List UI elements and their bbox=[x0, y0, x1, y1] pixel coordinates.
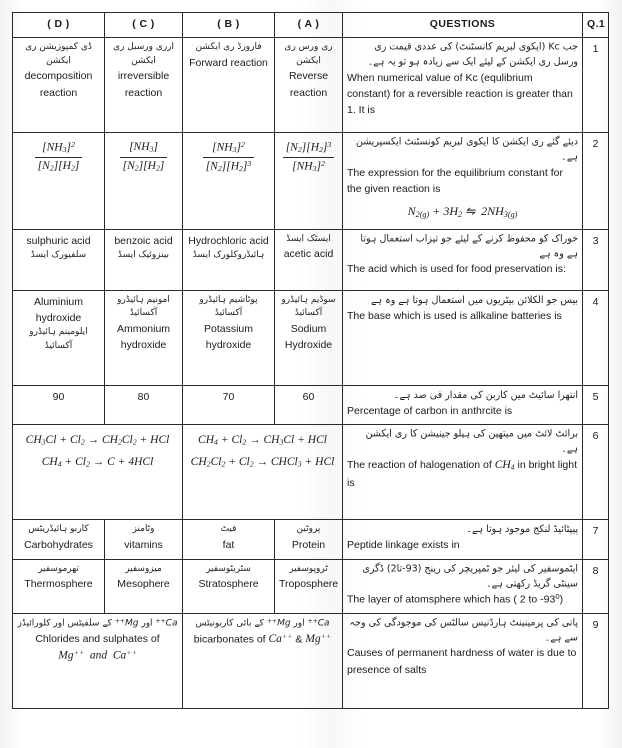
table-row bbox=[13, 290, 609, 385]
option-a-cell[interactable] bbox=[275, 133, 343, 229]
option-d-fraction bbox=[35, 140, 83, 174]
option-a-urdu: ری ورس ری ایکشن bbox=[284, 42, 333, 66]
question-urdu: پانی کی پرمینینٹ ہارڈنیس سالٹس کی موجودگی کی وجہ سے ہے۔ bbox=[349, 617, 578, 644]
option-d-urdu: سلفیورک ایسڈ bbox=[30, 249, 87, 260]
question-urdu: برائٹ لائٹ میں میتھین کی ہیلو جینیشن کا ری ایکشن ہے۔ bbox=[365, 428, 578, 456]
option-a-urdu: ایسٹک ایسڈ bbox=[286, 233, 331, 244]
question-cell bbox=[343, 38, 583, 133]
option-ba-line2: $CH_2Cl_2 + Cl_2$ → CHCl$_3$ + HCl bbox=[190, 456, 335, 469]
option-b-denominator: $[N_2][H_2]^3$ bbox=[205, 159, 252, 174]
question-cell bbox=[343, 613, 583, 708]
option-b-numerator: $[NH_3]^2$ bbox=[203, 140, 255, 158]
question-english bbox=[347, 591, 578, 608]
option-b-cell[interactable] bbox=[183, 385, 275, 425]
option-b-cell[interactable] bbox=[183, 290, 275, 385]
question-cell bbox=[343, 229, 583, 290]
option-d-cell[interactable] bbox=[13, 133, 105, 229]
option-b-urdu: ہائیڈروکلورک ایسڈ bbox=[192, 249, 265, 260]
option-a-cell[interactable] bbox=[275, 290, 343, 385]
question-cell bbox=[343, 385, 583, 425]
table-row bbox=[13, 385, 609, 425]
question-english: Peptide linkage exists in bbox=[347, 539, 460, 552]
question-number: 3 bbox=[583, 229, 609, 290]
option-c-english: irreversible reaction bbox=[117, 70, 170, 99]
option-d-cell[interactable] bbox=[13, 229, 105, 290]
option-c-english: 80 bbox=[137, 390, 150, 403]
option-b-english: Forward reaction bbox=[189, 56, 268, 69]
question-number: 6 bbox=[583, 425, 609, 520]
option-d-english: 90 bbox=[52, 390, 65, 403]
option-d-urdu: تھرموسفیر bbox=[38, 563, 79, 574]
question-number: 5 bbox=[583, 385, 609, 425]
question-urdu: انتھرا سائیٹ میں کاربن کی مقدار فی صد ہے۔ bbox=[393, 389, 578, 402]
option-d-urdu: کاربو ہائیڈریٹس bbox=[28, 524, 89, 535]
option-c-cell[interactable] bbox=[105, 133, 183, 229]
column-header-b: ( B ) bbox=[183, 13, 275, 38]
option-dc-english-line2: Mg++ and Ca++ bbox=[58, 648, 137, 662]
table-row bbox=[13, 520, 609, 560]
table-header bbox=[13, 13, 609, 38]
option-a-cell[interactable] bbox=[275, 38, 343, 133]
option-ba-merged-cell[interactable] bbox=[183, 613, 343, 708]
option-b-cell[interactable] bbox=[183, 229, 275, 290]
option-d-cell[interactable] bbox=[13, 520, 105, 560]
option-a-numerator: $[N_2][H_2]^3$ bbox=[283, 140, 335, 158]
option-d-cell[interactable] bbox=[13, 559, 105, 613]
question-english bbox=[347, 457, 578, 491]
option-c-cell[interactable] bbox=[105, 38, 183, 133]
option-dc-line1: $CH_3Cl + Cl_2 \to CH_2Cl_2$ + HCl bbox=[25, 434, 170, 447]
option-a-cell[interactable] bbox=[275, 229, 343, 290]
option-c-urdu: ارری ورسبل ری ایکشن bbox=[112, 42, 175, 66]
option-c-denominator: $[N_2][H_2]$ bbox=[122, 159, 165, 173]
question-cell bbox=[343, 425, 583, 520]
option-dc-merged-cell[interactable] bbox=[13, 613, 183, 708]
question-cell bbox=[343, 559, 583, 613]
option-d-english: sulphuric acid bbox=[26, 234, 91, 247]
option-a-english: Sodium Hydroxide bbox=[284, 322, 333, 351]
option-a-english: 60 bbox=[302, 390, 315, 403]
option-ba-english: bicarbonates of Ca++ & Mg++ bbox=[193, 631, 332, 646]
option-b-urdu: فیٹ bbox=[220, 524, 237, 535]
option-d-english: Aluminium hydroxide bbox=[33, 295, 83, 324]
option-d-urdu: ایلومینم ہائیڈرو آکسائیڈ bbox=[29, 327, 88, 351]
option-c-cell[interactable] bbox=[105, 229, 183, 290]
option-b-cell[interactable] bbox=[183, 559, 275, 613]
option-c-english: vitamins bbox=[124, 538, 163, 551]
question-number: 9 bbox=[583, 613, 609, 708]
question-urdu: بیس جو الکلائن بیٹریوں میں استعمال ہوتا ہے وہ ہے bbox=[370, 294, 578, 307]
table-row bbox=[13, 425, 609, 520]
option-c-fraction bbox=[120, 140, 168, 174]
option-a-urdu: پروٹین bbox=[296, 524, 321, 535]
table-row bbox=[13, 559, 609, 613]
option-a-english: Troposphere bbox=[279, 578, 339, 591]
option-a-english: Protein bbox=[291, 538, 326, 551]
option-b-cell[interactable] bbox=[183, 520, 275, 560]
question-english-part2: ) bbox=[559, 593, 564, 606]
option-a-urdu: سوڈیم ہائیڈرو آکسائیڈ bbox=[281, 294, 336, 319]
question-urdu: دیئے گئے ری ایکشن کا ایکوی لبریم کونسٹنٹ ایکسپریشن ہے۔ bbox=[355, 136, 578, 164]
question-number: 4 bbox=[583, 290, 609, 385]
table-row bbox=[13, 229, 609, 290]
question-number: 8 bbox=[583, 559, 609, 613]
question-english: Percentage of carbon in anthrcite is bbox=[347, 404, 513, 417]
table-row bbox=[13, 613, 609, 708]
option-d-english: decomposition reaction bbox=[24, 70, 93, 99]
option-c-urdu: بینزوئیک ایسڈ bbox=[117, 249, 170, 260]
option-d-cell[interactable] bbox=[13, 38, 105, 133]
option-b-english: Hydrochloric acid bbox=[188, 234, 269, 247]
option-b-cell[interactable] bbox=[183, 133, 275, 229]
question-cell bbox=[343, 520, 583, 560]
option-c-cell[interactable] bbox=[105, 520, 183, 560]
question-english-formula: $CH_4$ bbox=[494, 458, 515, 472]
option-b-urdu: سٹریٹوسفیر bbox=[206, 563, 251, 574]
table-row bbox=[13, 133, 609, 229]
option-c-cell[interactable] bbox=[105, 559, 183, 613]
option-c-numerator: $[NH_3]$ bbox=[120, 140, 168, 158]
option-c-cell[interactable] bbox=[105, 385, 183, 425]
table-header-row bbox=[13, 13, 609, 38]
question-urdu: ایٹموسفیر کی لیئر جو ٹمپریچر کی رینج (93-تا2) ڈگری سینٹی گریڈ رکھتی ہے۔ bbox=[362, 562, 578, 590]
option-dc-english-line1: Chlorides and sulphates of bbox=[35, 632, 160, 645]
option-c-urdu: امونیم ہائیڈرو آکسائیڈ bbox=[117, 294, 170, 319]
question-equation: $N_{2(g)} + 3H_2$ ⇋ $2NH_{3(g)}$ bbox=[407, 204, 518, 220]
question-english-part1: The reaction of halogenation of bbox=[347, 458, 495, 471]
question-english-degree: 0 bbox=[555, 592, 560, 602]
option-ba-urdu: Ca++ اور Mg++ کے بائی کاربونیٹس bbox=[195, 617, 330, 629]
column-header-qnum: Q.1 bbox=[583, 13, 609, 38]
table-row bbox=[13, 38, 609, 133]
option-c-urdu: میزوسفیر bbox=[125, 563, 162, 574]
question-urdu: پیپٹائیڈ لنکج موجود ہوتا ہے۔ bbox=[466, 523, 578, 536]
option-b-fraction bbox=[203, 140, 255, 175]
column-header-a: ( A ) bbox=[275, 13, 343, 38]
option-a-cell[interactable] bbox=[275, 385, 343, 425]
option-b-urdu: فارورڈ ری ایکشن bbox=[195, 42, 262, 53]
option-a-denominator: $[NH_3]^2$ bbox=[292, 159, 325, 174]
option-a-fraction bbox=[283, 140, 335, 175]
question-cell bbox=[343, 290, 583, 385]
question-english-part2: in bright light is bbox=[347, 458, 578, 489]
option-b-urdu: پوٹاشیم ہائیڈرو آکسائیڈ bbox=[199, 294, 258, 319]
option-ba-line1: $CH_4 + Cl_2 \to CH_3Cl$ + HCl bbox=[198, 434, 327, 447]
option-c-english: benzoic acid bbox=[114, 234, 173, 247]
question-number: 1 bbox=[583, 38, 609, 133]
question-english: Causes of permanent hardness of water is due to presence of salts bbox=[347, 647, 577, 676]
option-d-cell[interactable] bbox=[13, 290, 105, 385]
option-d-cell[interactable] bbox=[13, 385, 105, 425]
mcq-table bbox=[12, 12, 609, 709]
question-urdu: خوراک کو محفوظ کرنے کے لیئے جو تیزاب استعمال ہوتا ہے وہ ہے bbox=[360, 232, 578, 260]
question-number: 7 bbox=[583, 520, 609, 560]
option-a-cell[interactable] bbox=[275, 520, 343, 560]
question-english: The expression for the equilibrium constant for the given reaction is bbox=[347, 166, 563, 196]
option-c-english: Ammonium hydroxide bbox=[116, 322, 171, 351]
option-c-english: Mesophere bbox=[117, 578, 170, 591]
question-english: When numerical value of Kc (equlibrium constant) for a reversible reaction is greater than 1. It is bbox=[347, 71, 573, 117]
option-c-cell[interactable] bbox=[105, 290, 183, 385]
option-ba-merged-cell[interactable] bbox=[183, 425, 343, 520]
option-dc-merged-cell[interactable] bbox=[13, 425, 183, 520]
option-b-cell[interactable] bbox=[183, 38, 275, 133]
question-urdu: جب Kc (ایکوی لبریم کانسٹنٹ) کی عددی قیمت ری ورسل ری ایکشن کے لیئے ایک سے زیادہ ہو تو یہ ہے۔ bbox=[367, 41, 578, 69]
question-english: The base which is used is allkaline batteries is bbox=[347, 309, 562, 322]
option-c-urdu: وٹامنز bbox=[132, 524, 155, 535]
option-d-urdu: ڈی کمپوزیشن ری ایکشن bbox=[25, 42, 92, 66]
option-b-english: Stratosphere bbox=[198, 578, 259, 591]
option-a-english: acetic acid bbox=[283, 248, 334, 261]
option-dc-urdu: Ca++ اور Mg++ کے سلفیٹس اور کلورائیڈز bbox=[17, 617, 178, 629]
option-d-numerator: $[NH_3]^2$ bbox=[35, 140, 83, 158]
question-number: 2 bbox=[583, 133, 609, 229]
column-header-questions: QUESTIONS bbox=[343, 13, 583, 38]
option-dc-line2: $CH_4 + Cl_2 \to C + 4HCl$ bbox=[41, 456, 154, 469]
option-d-denominator: $[N_2][H_2]$ bbox=[37, 160, 80, 173]
option-d-english: Carbohydrates bbox=[24, 538, 93, 551]
column-header-c: ( C ) bbox=[105, 13, 183, 38]
table-body bbox=[13, 38, 609, 709]
question-english: The acid which is used for food preservation is: bbox=[347, 263, 566, 276]
option-d-english: Thermosphere bbox=[24, 578, 93, 591]
option-b-english: 70 bbox=[222, 390, 235, 403]
option-b-english: Potassium hydroxide bbox=[203, 322, 254, 351]
option-a-english: Reverse reaction bbox=[288, 70, 329, 99]
question-english-part1: The layer of atomsphere which has ( 2 to -93 bbox=[347, 593, 556, 606]
option-a-cell[interactable] bbox=[275, 559, 343, 613]
option-b-english: fat bbox=[222, 538, 235, 551]
question-cell bbox=[343, 133, 583, 229]
column-header-d: ( D ) bbox=[13, 13, 105, 38]
option-a-urdu: ٹروپوسفیر bbox=[289, 563, 328, 574]
